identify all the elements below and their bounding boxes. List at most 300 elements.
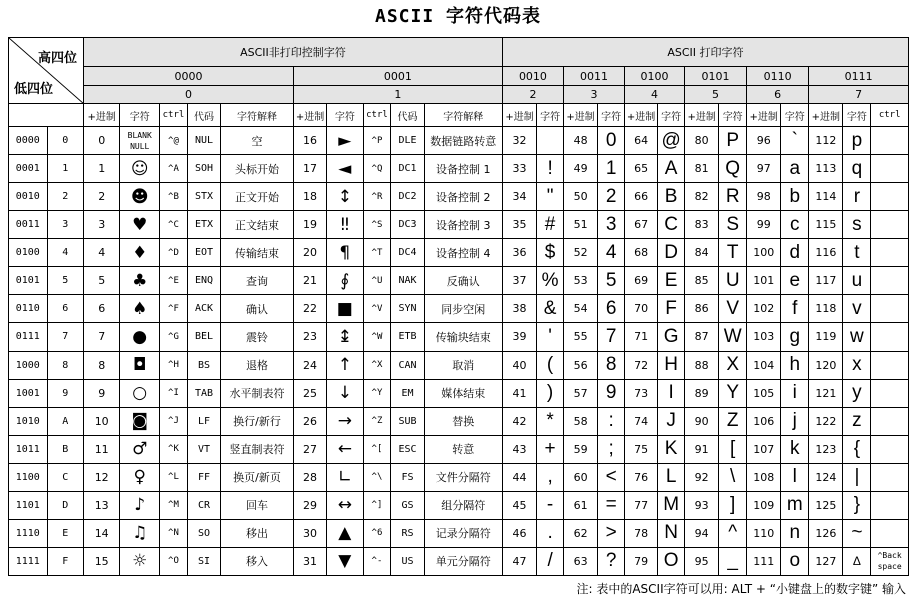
printable-char: / bbox=[537, 547, 564, 575]
printable-char: & bbox=[537, 295, 564, 323]
decimal-value: 58 bbox=[563, 407, 597, 435]
decimal-value: 63 bbox=[563, 547, 597, 575]
low-bits-binary: 0001 bbox=[9, 155, 48, 183]
ctrl-key: ^P bbox=[363, 127, 391, 155]
printable-char: ` bbox=[781, 127, 809, 155]
table-corner bbox=[9, 38, 84, 104]
control-code: US bbox=[391, 547, 424, 575]
printable-char: j bbox=[781, 407, 809, 435]
printable-char: " bbox=[537, 183, 564, 211]
header-ctrl: ctrl bbox=[871, 104, 909, 127]
printable-char: H bbox=[658, 351, 685, 379]
printable-char: R bbox=[719, 183, 747, 211]
ctrl-key-empty bbox=[871, 435, 909, 463]
control-explanation: 回车 bbox=[221, 491, 294, 519]
decimal-value: 77 bbox=[625, 491, 658, 519]
decimal-value: 12 bbox=[83, 463, 119, 491]
ctrl-key: ^Y bbox=[363, 379, 391, 407]
printable-char: G bbox=[658, 323, 685, 351]
ctrl-key: ^C bbox=[160, 211, 188, 239]
printable-char: t bbox=[843, 239, 871, 267]
low-bits-binary: 0100 bbox=[9, 239, 48, 267]
control-explanation: 头标开始 bbox=[221, 155, 294, 183]
control-explanation: 取消 bbox=[424, 351, 502, 379]
control-code: CR bbox=[187, 491, 220, 519]
ctrl-key-empty bbox=[871, 519, 909, 547]
decimal-value: 106 bbox=[747, 407, 781, 435]
header-char: 字符 bbox=[658, 104, 685, 127]
control-glyph: ↓ bbox=[327, 379, 363, 407]
printable-char: = bbox=[598, 491, 625, 519]
high-bits-hex: 4 bbox=[625, 86, 685, 104]
page-title: ASCII 字符代码表 bbox=[374, 6, 542, 27]
decimal-value: 32 bbox=[502, 127, 536, 155]
header-expl: 字符解释 bbox=[424, 104, 502, 127]
decimal-value: 47 bbox=[502, 547, 536, 575]
table-row bbox=[9, 351, 909, 379]
decimal-value: 29 bbox=[293, 491, 326, 519]
control-glyph: ¶ bbox=[327, 239, 363, 267]
printable-char: w bbox=[843, 323, 871, 351]
control-code: FF bbox=[187, 463, 220, 491]
low-bits-hex: 0 bbox=[47, 127, 83, 155]
control-explanation: 震铃 bbox=[221, 323, 294, 351]
control-glyph: ♪ bbox=[120, 491, 160, 519]
decimal-value: 37 bbox=[502, 267, 536, 295]
decimal-value: 21 bbox=[293, 267, 326, 295]
ctrl-key: ^F bbox=[160, 295, 188, 323]
decimal-value: 68 bbox=[625, 239, 658, 267]
header-ctrl: ctrl bbox=[160, 104, 188, 127]
printable-char: 7 bbox=[598, 323, 625, 351]
high-bits-hex: 6 bbox=[747, 86, 809, 104]
control-explanation: 同步空闲 bbox=[424, 295, 502, 323]
decimal-value: 62 bbox=[563, 519, 597, 547]
table-row bbox=[9, 267, 909, 295]
decimal-value: 13 bbox=[83, 491, 119, 519]
high-bits-hex: 5 bbox=[685, 86, 747, 104]
control-explanation: 设备控制 4 bbox=[424, 239, 502, 267]
low-bits-binary: 1010 bbox=[9, 407, 48, 435]
decimal-value: 97 bbox=[747, 155, 781, 183]
decimal-value: 28 bbox=[293, 463, 326, 491]
decimal-value: 40 bbox=[502, 351, 536, 379]
high-bits-binary: 0000 bbox=[83, 67, 293, 86]
header-code: 代码 bbox=[391, 104, 424, 127]
decimal-value: 111 bbox=[747, 547, 781, 575]
ctrl-key-empty bbox=[871, 351, 909, 379]
ctrl-key: ^A bbox=[160, 155, 188, 183]
decimal-value: 91 bbox=[685, 435, 719, 463]
decimal-value: 42 bbox=[502, 407, 536, 435]
decimal-value: 122 bbox=[809, 407, 843, 435]
decimal-value: 23 bbox=[293, 323, 326, 351]
printable-char: X bbox=[719, 351, 747, 379]
high-bits-binary: 0100 bbox=[625, 67, 685, 86]
header-char: 字符 bbox=[843, 104, 871, 127]
decimal-value: 39 bbox=[502, 323, 536, 351]
high-bits-hex: 2 bbox=[502, 86, 563, 104]
header-code: 代码 bbox=[187, 104, 220, 127]
control-code: RS bbox=[391, 519, 424, 547]
ctrl-key: ^E bbox=[160, 267, 188, 295]
decimal-value: 66 bbox=[625, 183, 658, 211]
control-explanation: 正文结束 bbox=[221, 211, 294, 239]
decimal-value: 34 bbox=[502, 183, 536, 211]
printable-char: A bbox=[658, 155, 685, 183]
decimal-value: 56 bbox=[563, 351, 597, 379]
control-explanation: 替换 bbox=[424, 407, 502, 435]
decimal-value: 70 bbox=[625, 295, 658, 323]
decimal-value: 121 bbox=[809, 379, 843, 407]
printable-char: ? bbox=[598, 547, 625, 575]
table-row bbox=[9, 183, 909, 211]
ctrl-key-empty bbox=[871, 183, 909, 211]
control-glyph: ↔ bbox=[327, 491, 363, 519]
printable-char: Q bbox=[719, 155, 747, 183]
table-row bbox=[9, 463, 909, 491]
decimal-value: 81 bbox=[685, 155, 719, 183]
printable-char: 2 bbox=[598, 183, 625, 211]
ctrl-key: ^M bbox=[160, 491, 188, 519]
high-bits-hex: 3 bbox=[563, 86, 624, 104]
decimal-value: 87 bbox=[685, 323, 719, 351]
low-bits-hex: B bbox=[47, 435, 83, 463]
control-code: ENQ bbox=[187, 267, 220, 295]
control-glyph: ‼ bbox=[327, 211, 363, 239]
decimal-value: 1 bbox=[83, 155, 119, 183]
decimal-value: 4 bbox=[83, 239, 119, 267]
printable-char: U bbox=[719, 267, 747, 295]
control-code: ACK bbox=[187, 295, 220, 323]
header-dec: +进制 bbox=[83, 104, 119, 127]
low-bits-hex: A bbox=[47, 407, 83, 435]
decimal-value: 96 bbox=[747, 127, 781, 155]
printable-char: I bbox=[658, 379, 685, 407]
ctrl-key: ^N bbox=[160, 519, 188, 547]
ctrl-key: ^\ bbox=[363, 463, 391, 491]
decimal-value: 2 bbox=[83, 183, 119, 211]
table-row bbox=[9, 155, 909, 183]
decimal-value: 71 bbox=[625, 323, 658, 351]
printable-char: \ bbox=[719, 463, 747, 491]
printable-char: O bbox=[658, 547, 685, 575]
decimal-value: 6 bbox=[83, 295, 119, 323]
control-glyph: ♥ bbox=[120, 211, 160, 239]
high-bits-binary: 0001 bbox=[293, 67, 502, 86]
control-code: DC2 bbox=[391, 183, 424, 211]
printable-char: D bbox=[658, 239, 685, 267]
control-glyph: BLANK NULL bbox=[120, 127, 160, 155]
decimal-value: 73 bbox=[625, 379, 658, 407]
printable-char: b bbox=[781, 183, 809, 211]
decimal-value: 117 bbox=[809, 267, 843, 295]
printable-char: . bbox=[537, 519, 564, 547]
control-glyph: ▼ bbox=[327, 547, 363, 575]
printable-char: u bbox=[843, 267, 871, 295]
decimal-value: 119 bbox=[809, 323, 843, 351]
printable-char: x bbox=[843, 351, 871, 379]
header-dec: +进制 bbox=[293, 104, 326, 127]
ctrl-key: ^W bbox=[363, 323, 391, 351]
control-glyph: ∮ bbox=[327, 267, 363, 295]
header-char: 字符 bbox=[120, 104, 160, 127]
decimal-value: 10 bbox=[83, 407, 119, 435]
header-dec: +进制 bbox=[502, 104, 536, 127]
corner-low-label: 低四位 bbox=[14, 82, 54, 98]
printable-char: p bbox=[843, 127, 871, 155]
ctrl-key: ^S bbox=[363, 211, 391, 239]
control-glyph: ♠ bbox=[120, 295, 160, 323]
control-code: SOH bbox=[187, 155, 220, 183]
control-glyph: ♀ bbox=[120, 463, 160, 491]
control-glyph: ↑ bbox=[327, 351, 363, 379]
printable-char: l bbox=[781, 463, 809, 491]
ctrl-key-empty bbox=[871, 155, 909, 183]
decimal-value: 84 bbox=[685, 239, 719, 267]
printable-char: 0 bbox=[598, 127, 625, 155]
control-glyph: ♂ bbox=[120, 435, 160, 463]
control-explanation: 空 bbox=[221, 127, 294, 155]
decimal-value: 0 bbox=[83, 127, 119, 155]
printable-char: $ bbox=[537, 239, 564, 267]
decimal-value: 38 bbox=[502, 295, 536, 323]
decimal-value: 76 bbox=[625, 463, 658, 491]
decimal-value: 80 bbox=[685, 127, 719, 155]
decimal-value: 120 bbox=[809, 351, 843, 379]
header-dec: +进制 bbox=[809, 104, 843, 127]
ctrl-key-empty bbox=[871, 323, 909, 351]
control-glyph: ► bbox=[327, 127, 363, 155]
decimal-value: 43 bbox=[502, 435, 536, 463]
printable-char: @ bbox=[658, 127, 685, 155]
printable-char: m bbox=[781, 491, 809, 519]
printable-char: T bbox=[719, 239, 747, 267]
control-code: TAB bbox=[187, 379, 220, 407]
printable-char: o bbox=[781, 547, 809, 575]
control-explanation: 传输块结束 bbox=[424, 323, 502, 351]
decimal-value: 8 bbox=[83, 351, 119, 379]
decimal-value: 75 bbox=[625, 435, 658, 463]
decimal-value: 99 bbox=[747, 211, 781, 239]
printable-char: ' bbox=[537, 323, 564, 351]
decimal-value: 78 bbox=[625, 519, 658, 547]
printable-char: 1 bbox=[598, 155, 625, 183]
decimal-value: 36 bbox=[502, 239, 536, 267]
printable-char: + bbox=[537, 435, 564, 463]
control-code: STX bbox=[187, 183, 220, 211]
control-glyph: ☻ bbox=[120, 183, 160, 211]
control-code: DC1 bbox=[391, 155, 424, 183]
printable-char: F bbox=[658, 295, 685, 323]
control-glyph: ◘ bbox=[120, 351, 160, 379]
printable-char: W bbox=[719, 323, 747, 351]
decimal-value: 113 bbox=[809, 155, 843, 183]
printable-char: i bbox=[781, 379, 809, 407]
ctrl-key: ^H bbox=[160, 351, 188, 379]
table-row bbox=[9, 407, 909, 435]
decimal-value: 48 bbox=[563, 127, 597, 155]
decimal-value: 69 bbox=[625, 267, 658, 295]
ctrl-key: ^J bbox=[160, 407, 188, 435]
high-bits-binary: 0010 bbox=[502, 67, 563, 86]
control-explanation: 组分隔符 bbox=[424, 491, 502, 519]
decimal-value: 46 bbox=[502, 519, 536, 547]
low-bits-binary: 0110 bbox=[9, 295, 48, 323]
control-glyph: ○ bbox=[120, 379, 160, 407]
decimal-value: 125 bbox=[809, 491, 843, 519]
header-char: 字符 bbox=[598, 104, 625, 127]
printable-char: ! bbox=[537, 155, 564, 183]
printable-char: n bbox=[781, 519, 809, 547]
decimal-value: 5 bbox=[83, 267, 119, 295]
decimal-value: 82 bbox=[685, 183, 719, 211]
control-glyph: ■ bbox=[327, 295, 363, 323]
decimal-value: 110 bbox=[747, 519, 781, 547]
control-code: LF bbox=[187, 407, 220, 435]
decimal-value: 44 bbox=[502, 463, 536, 491]
ctrl-key: ^Z bbox=[363, 407, 391, 435]
decimal-value: 15 bbox=[83, 547, 119, 575]
decimal-value: 9 bbox=[83, 379, 119, 407]
decimal-value: 64 bbox=[625, 127, 658, 155]
ctrl-key: ^] bbox=[363, 491, 391, 519]
ctrl-key-empty bbox=[871, 211, 909, 239]
control-explanation: 竖直制表符 bbox=[221, 435, 294, 463]
table-row bbox=[9, 239, 909, 267]
printable-char: } bbox=[843, 491, 871, 519]
printable-char: ~ bbox=[843, 519, 871, 547]
decimal-value: 101 bbox=[747, 267, 781, 295]
decimal-value: 107 bbox=[747, 435, 781, 463]
control-code: SUB bbox=[391, 407, 424, 435]
control-code: SYN bbox=[391, 295, 424, 323]
high-bits-binary: 0011 bbox=[563, 67, 624, 86]
printable-char: 3 bbox=[598, 211, 625, 239]
control-code: ESC bbox=[391, 435, 424, 463]
printable-char: ] bbox=[719, 491, 747, 519]
control-code: VT bbox=[187, 435, 220, 463]
printable-char: Z bbox=[719, 407, 747, 435]
ctrl-key: ^R bbox=[363, 183, 391, 211]
low-bits-hex: F bbox=[47, 547, 83, 575]
high-bits-binary: 0101 bbox=[685, 67, 747, 86]
low-bits-binary: 1100 bbox=[9, 463, 48, 491]
control-code: BS bbox=[187, 351, 220, 379]
printable-char: V bbox=[719, 295, 747, 323]
ctrl-key-empty bbox=[871, 295, 909, 323]
control-code: EM bbox=[391, 379, 424, 407]
decimal-value: 18 bbox=[293, 183, 326, 211]
printable-char: # bbox=[537, 211, 564, 239]
ctrl-key-empty bbox=[871, 127, 909, 155]
control-code: SO bbox=[187, 519, 220, 547]
control-explanation: 查询 bbox=[221, 267, 294, 295]
decimal-value: 3 bbox=[83, 211, 119, 239]
high-bits-hex: 1 bbox=[293, 86, 502, 104]
control-glyph: ↨ bbox=[327, 323, 363, 351]
ctrl-key: ^K bbox=[160, 435, 188, 463]
low-bits-hex: 5 bbox=[47, 267, 83, 295]
printable-char: 8 bbox=[598, 351, 625, 379]
decimal-value: 26 bbox=[293, 407, 326, 435]
control-glyph: ∟ bbox=[327, 463, 363, 491]
control-explanation: 退格 bbox=[221, 351, 294, 379]
table-row bbox=[9, 379, 909, 407]
printable-char: N bbox=[658, 519, 685, 547]
group-header-control: ASCII非打印控制字符 bbox=[83, 38, 502, 67]
low-bits-binary: 1101 bbox=[9, 491, 48, 519]
high-bits-binary: 0110 bbox=[747, 67, 809, 86]
low-bits-hex: E bbox=[47, 519, 83, 547]
printable-char: h bbox=[781, 351, 809, 379]
decimal-value: 60 bbox=[563, 463, 597, 491]
ctrl-key: ^I bbox=[160, 379, 188, 407]
control-glyph: ↕ bbox=[327, 183, 363, 211]
printable-char: f bbox=[781, 295, 809, 323]
control-code: NAK bbox=[391, 267, 424, 295]
low-bits-binary: 0011 bbox=[9, 211, 48, 239]
decimal-value: 86 bbox=[685, 295, 719, 323]
decimal-value: 102 bbox=[747, 295, 781, 323]
decimal-value: 55 bbox=[563, 323, 597, 351]
control-glyph: → bbox=[327, 407, 363, 435]
low-bits-binary: 0000 bbox=[9, 127, 48, 155]
control-explanation: 媒体结束 bbox=[424, 379, 502, 407]
control-explanation: 确认 bbox=[221, 295, 294, 323]
low-bits-binary: 1001 bbox=[9, 379, 48, 407]
control-explanation: 设备控制 1 bbox=[424, 155, 502, 183]
decimal-value: 33 bbox=[502, 155, 536, 183]
printable-char: - bbox=[537, 491, 564, 519]
decimal-value: 72 bbox=[625, 351, 658, 379]
printable-char: | bbox=[843, 463, 871, 491]
decimal-value: 83 bbox=[685, 211, 719, 239]
low-bits-binary: 1011 bbox=[9, 435, 48, 463]
table-row bbox=[9, 295, 909, 323]
decimal-value: 105 bbox=[747, 379, 781, 407]
low-bits-binary: 0101 bbox=[9, 267, 48, 295]
decimal-value: 53 bbox=[563, 267, 597, 295]
control-glyph: ♦ bbox=[120, 239, 160, 267]
printable-char: k bbox=[781, 435, 809, 463]
printable-char: < bbox=[598, 463, 625, 491]
decimal-value: 114 bbox=[809, 183, 843, 211]
printable-char: c bbox=[781, 211, 809, 239]
printable-char: K bbox=[658, 435, 685, 463]
decimal-value: 16 bbox=[293, 127, 326, 155]
printable-char: ( bbox=[537, 351, 564, 379]
printable-char: C bbox=[658, 211, 685, 239]
header-dec: +进制 bbox=[563, 104, 597, 127]
low-bits-hex: 2 bbox=[47, 183, 83, 211]
header-expl: 字符解释 bbox=[221, 104, 294, 127]
printable-char: M bbox=[658, 491, 685, 519]
control-code: EOT bbox=[187, 239, 220, 267]
decimal-value: 98 bbox=[747, 183, 781, 211]
decimal-value: 85 bbox=[685, 267, 719, 295]
control-code: ETB bbox=[391, 323, 424, 351]
decimal-value: 52 bbox=[563, 239, 597, 267]
decimal-value: 79 bbox=[625, 547, 658, 575]
ctrl-key-empty bbox=[871, 267, 909, 295]
decimal-value: 118 bbox=[809, 295, 843, 323]
control-explanation: 数据链路转意 bbox=[424, 127, 502, 155]
printable-char: [ bbox=[719, 435, 747, 463]
low-bits-binary: 1000 bbox=[9, 351, 48, 379]
low-bits-binary: 1110 bbox=[9, 519, 48, 547]
ctrl-key: ^G bbox=[160, 323, 188, 351]
